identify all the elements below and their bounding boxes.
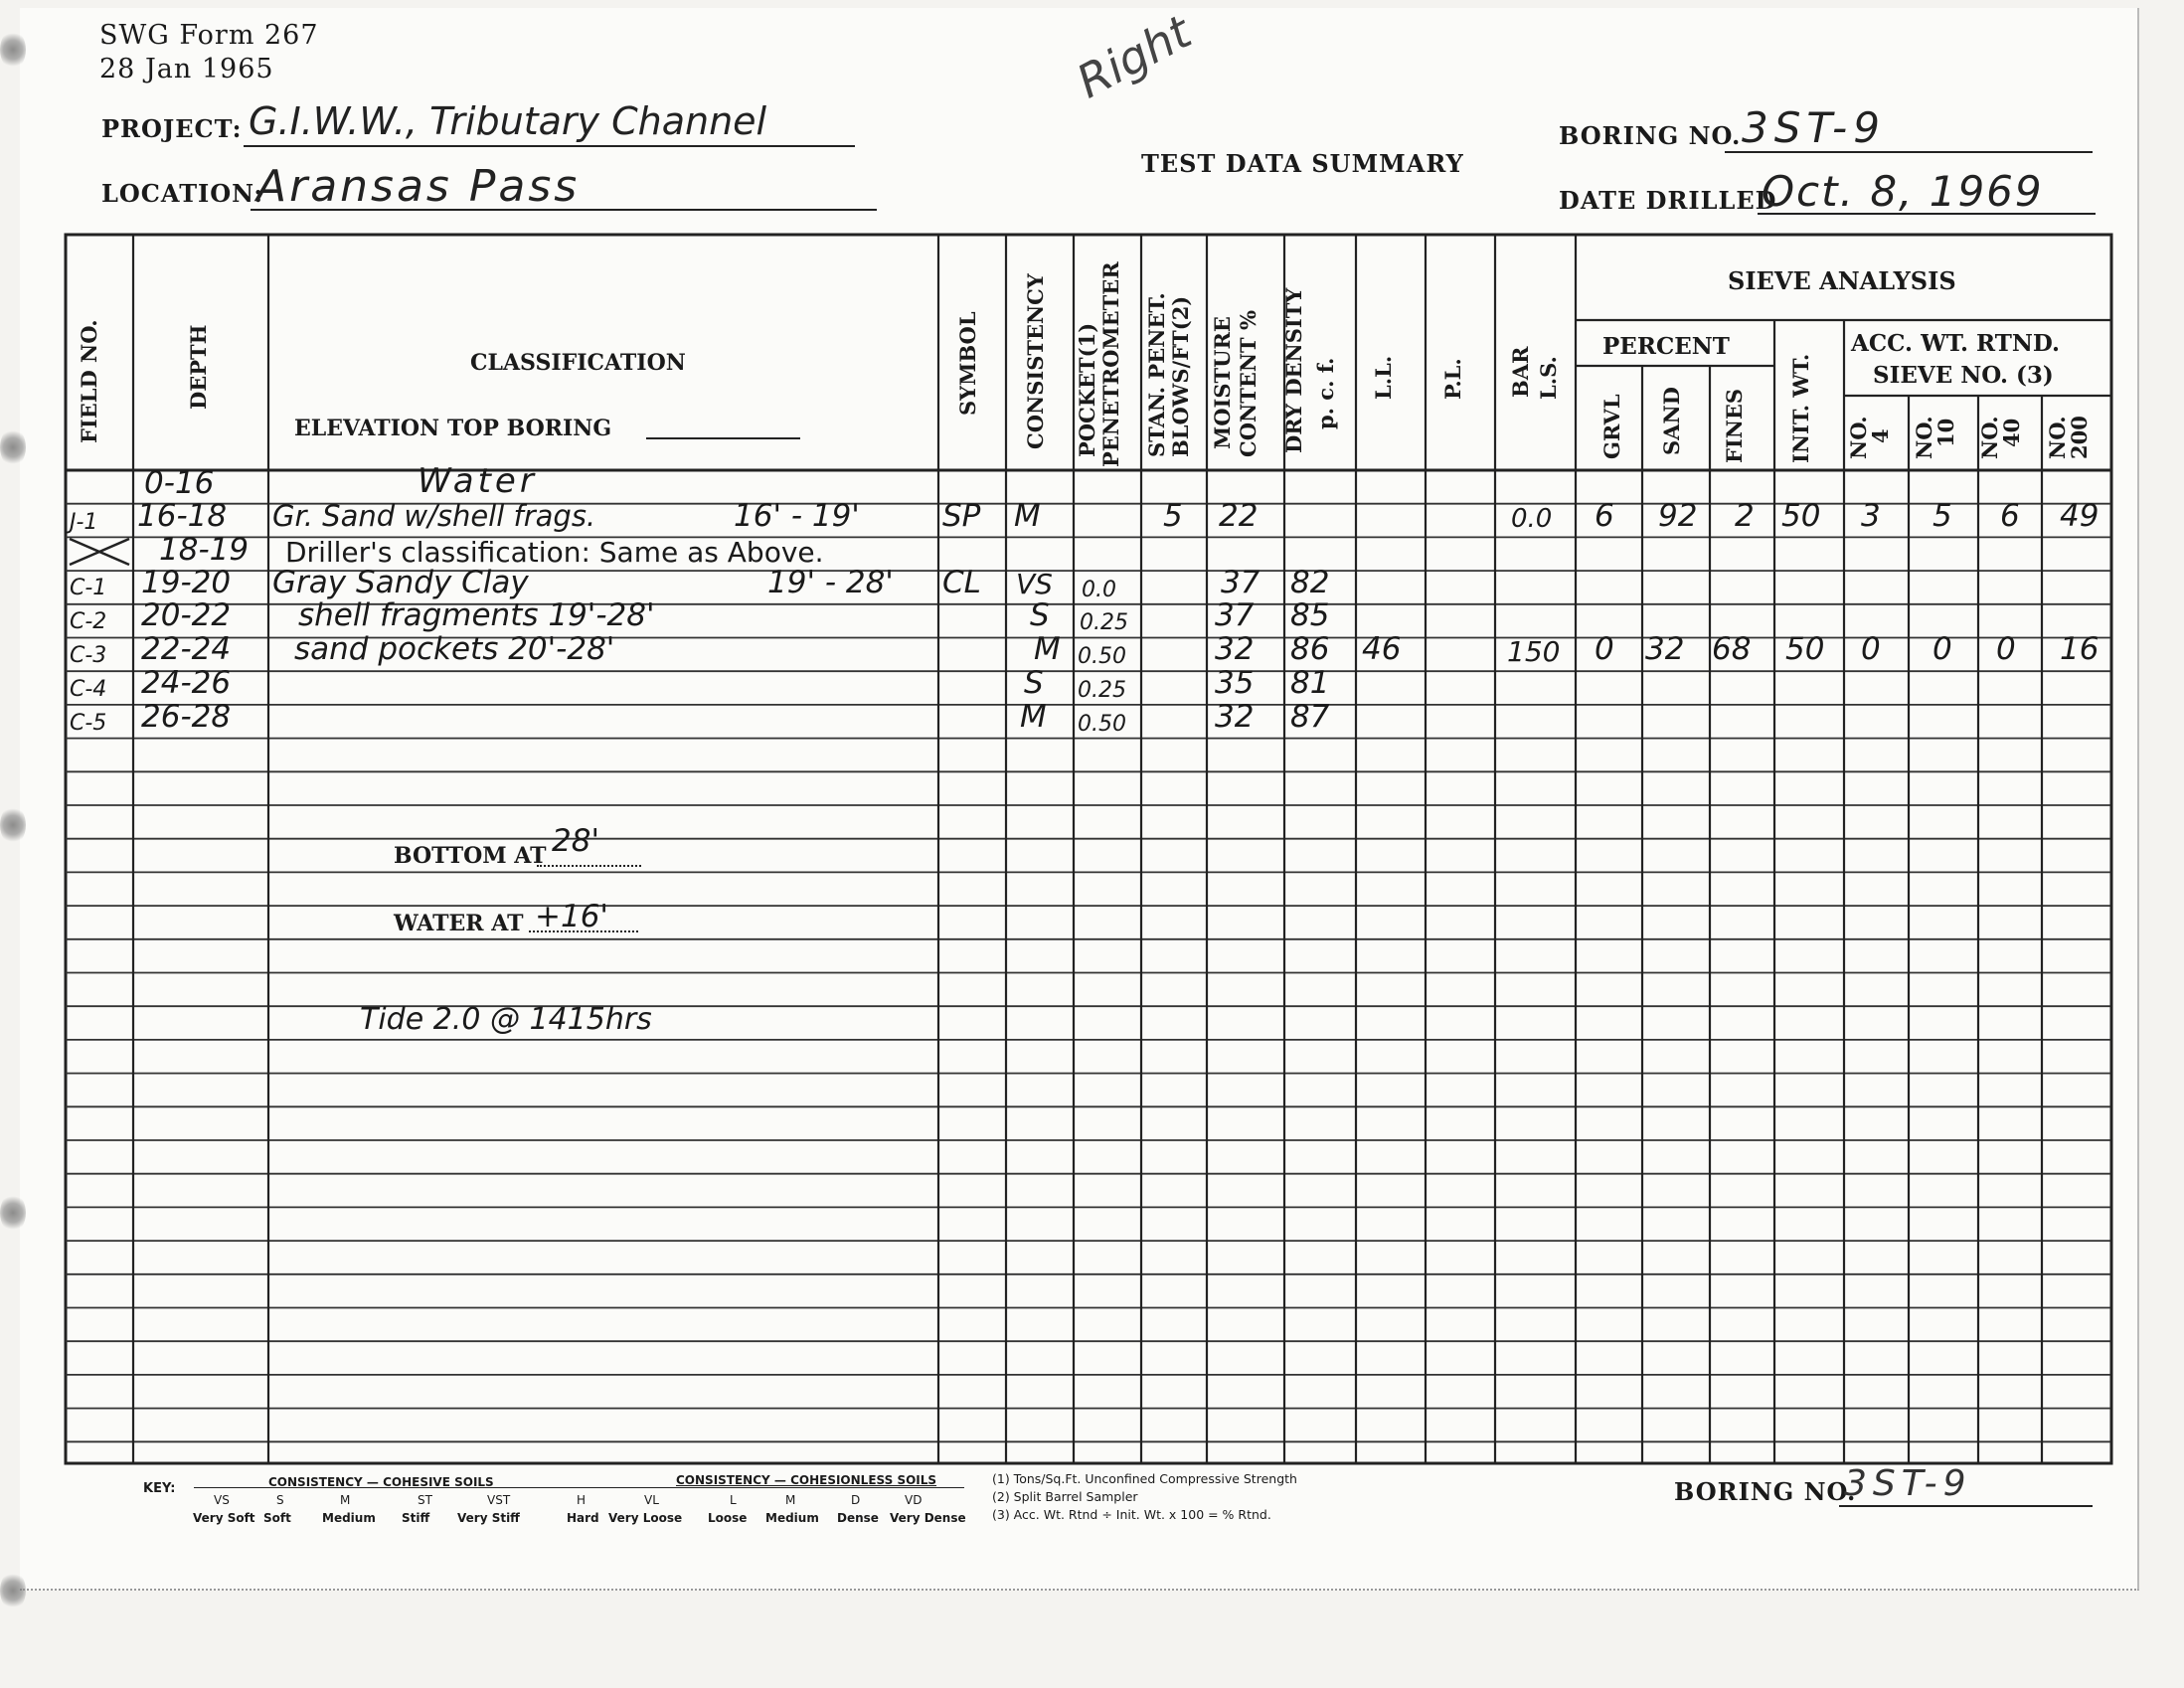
binder-hole-mark — [0, 427, 26, 467]
cell-depth: 22-24 — [141, 631, 232, 667]
handwritten-annotation: Right — [1068, 4, 1200, 109]
header-no4-num: 4 — [1868, 428, 1893, 443]
header-depth: DEPTH — [186, 324, 211, 410]
bottom-at-value: 28' — [552, 823, 599, 859]
cell-pocket: 0.50 — [1078, 712, 1126, 737]
cell-init-wt: 50 — [1781, 498, 1821, 534]
elevation-blank — [646, 437, 800, 439]
key-name-dense: Dense — [837, 1511, 879, 1525]
key-code-vst: VST — [487, 1493, 511, 1507]
cell-moisture: 22 — [1219, 498, 1259, 534]
footer-boring-no-underline — [1839, 1505, 2093, 1507]
cell-pocket: 0.25 — [1080, 610, 1128, 635]
key-name-hard: Hard — [567, 1511, 599, 1525]
header-no200: NO. — [2045, 416, 2070, 459]
key-note-1: (1) Tons/Sq.Ft. Unconfined Compressive Strength — [992, 1471, 1297, 1486]
location-label: LOCATION: — [101, 179, 264, 208]
cell-bar-ls: 0.0 — [1511, 504, 1553, 534]
cell-field-no: J-1 — [70, 510, 98, 535]
key-code-l: L — [730, 1493, 737, 1507]
key-code-m: M — [340, 1493, 351, 1507]
header-dry-density: DRY DENSITY — [1281, 287, 1306, 453]
cell-moisture: 32 — [1215, 699, 1255, 735]
header-sieve-no: SIEVE NO. (3) — [1873, 362, 2054, 389]
cell-grvl: 6 — [1595, 498, 1614, 534]
form-date: 28 Jan 1965 — [99, 54, 274, 84]
cell-init-wt: 50 — [1785, 631, 1825, 667]
boring-no-label: BORING NO. — [1559, 121, 1742, 150]
key-name-medium: Medium — [322, 1511, 376, 1525]
cell-classification: Gr. Sand w/shell frags. — [272, 499, 596, 533]
cell-ll: 46 — [1362, 631, 1402, 667]
cell-no200: 16 — [2060, 631, 2100, 667]
cell-classification: shell fragments 19'-28' — [298, 597, 655, 633]
tide-note: Tide 2.0 @ 1415hrs — [360, 1002, 652, 1037]
cell-fines: 2 — [1735, 498, 1755, 534]
cell-no40: 6 — [2000, 498, 2020, 534]
cell-no10: 5 — [1932, 498, 1952, 534]
key-name-loose: Loose — [708, 1511, 748, 1525]
deleted-field-mark — [66, 535, 133, 569]
header-fines: FINES — [1722, 388, 1747, 463]
cell-field-no: C-3 — [70, 643, 107, 668]
cell-pocket: 0.0 — [1082, 578, 1116, 602]
footer-boring-no-value: 3ST-9 — [1844, 1463, 1972, 1504]
cell-consistency: M — [1034, 631, 1061, 667]
key-note-2: (2) Split Barrel Sampler — [992, 1489, 1138, 1504]
key-code-d: D — [851, 1493, 861, 1507]
project-underline — [244, 145, 855, 147]
cell-dry-density: 86 — [1290, 631, 1330, 667]
key-note-3: (3) Acc. Wt. Rtnd ÷ Init. Wt. x 100 = % Rtnd. — [992, 1507, 1271, 1522]
header-sieve-analysis: SIEVE ANALYSIS — [1728, 266, 1956, 295]
form-sheet — [20, 8, 2139, 1591]
header-elevation: ELEVATION TOP BORING — [294, 416, 612, 441]
cell-classification: Gray Sandy Clay — [272, 565, 529, 600]
cell-consistency: VS — [1016, 568, 1053, 600]
header-no10-num: 10 — [1933, 418, 1958, 447]
cell-depth: 16-18 — [137, 498, 228, 534]
cell-field-no: C-4 — [70, 677, 107, 702]
binder-hole-mark — [0, 1193, 26, 1233]
date-drilled-label: DATE DRILLED — [1559, 186, 1777, 215]
location-underline — [251, 209, 877, 211]
header-init-wt: INIT. WT. — [1788, 353, 1813, 463]
header-pcf: p. c. f. — [1313, 357, 1338, 429]
cell-sand: 92 — [1658, 498, 1698, 534]
cell-symbol: CL — [942, 565, 981, 600]
project-label: PROJECT: — [101, 114, 243, 143]
key-name-very-stiff: Very Stiff — [457, 1511, 520, 1525]
date-drilled-underline — [1758, 213, 2096, 215]
cell-depth: 24-26 — [141, 665, 232, 701]
cell-sand: 32 — [1645, 631, 1685, 667]
cell-consistency: M — [1014, 498, 1041, 534]
cell-pocket: 0.50 — [1078, 644, 1126, 669]
key-name-very-loose: Very Loose — [608, 1511, 683, 1525]
form-name: SWG Form 267 — [99, 20, 319, 51]
cell-depth: 18-19 — [159, 532, 250, 568]
key-name-stiff: Stiff — [402, 1511, 430, 1525]
header-symbol: SYMBOL — [955, 311, 980, 416]
cell-dry-density: 81 — [1290, 665, 1330, 701]
cell-depth: 26-28 — [141, 699, 232, 735]
cell-moisture: 37 — [1221, 565, 1260, 600]
cell-depth: 20-22 — [141, 597, 232, 633]
cell-field-no: C-5 — [70, 711, 107, 736]
header-percent: PERCENT — [1602, 333, 1730, 360]
key-rule — [194, 1487, 964, 1488]
header-classification: CLASSIFICATION — [470, 350, 686, 376]
cell-dry-density: 82 — [1290, 565, 1330, 600]
header-stan-penet: STAN. PENET. — [1144, 292, 1169, 457]
cell-no10: 0 — [1932, 631, 1952, 667]
binder-hole-mark — [0, 1571, 26, 1610]
header-ls: L.S. — [1536, 356, 1561, 400]
cell-range: 16' - 19' — [734, 498, 860, 534]
boring-no-underline — [1725, 151, 2093, 153]
header-sand: SAND — [1659, 387, 1684, 455]
header-moisture: MOISTURE — [1210, 316, 1235, 449]
cell-no4: 0 — [1861, 631, 1881, 667]
cell-field-no: C-1 — [70, 576, 107, 600]
header-pocket: POCKET(1) — [1075, 322, 1099, 457]
key-name-very-soft: Very Soft — [193, 1511, 255, 1525]
key-code-vd: VD — [905, 1493, 923, 1507]
cell-moisture: 35 — [1215, 665, 1255, 701]
water-at-value: +16' — [535, 899, 608, 934]
cell-range: 19' - 28' — [767, 565, 894, 600]
cell-field-no: C-2 — [70, 609, 107, 634]
header-ll: L.L. — [1371, 355, 1396, 400]
location-value: Aransas Pass — [256, 161, 581, 212]
cell-bar-ls: 150 — [1507, 635, 1561, 668]
header-no10: NO. — [1912, 416, 1936, 459]
cell-depth: 0-16 — [144, 465, 215, 501]
water-at-underline — [529, 930, 638, 932]
form-title: TEST DATA SUMMARY — [1141, 149, 1464, 178]
cell-no200: 49 — [2060, 498, 2100, 534]
cell-fines: 68 — [1712, 631, 1752, 667]
cell-consistency: M — [1020, 699, 1047, 735]
header-content: CONTENT % — [1236, 310, 1260, 457]
footer-boring-no-label: BORING NO. — [1674, 1477, 1857, 1506]
date-drilled-value: Oct. 8, 1969 — [1762, 167, 2044, 216]
cell-symbol: SP — [942, 498, 981, 534]
header-no4: NO. — [1846, 416, 1871, 459]
key-code-vl: VL — [644, 1493, 659, 1507]
key-cohesive-title: CONSISTENCY — COHESIVE SOILS — [268, 1475, 494, 1489]
cell-grvl: 0 — [1595, 631, 1614, 667]
cell-depth: 19-20 — [141, 565, 232, 600]
header-acc-wt: ACC. WT. RTND. — [1851, 330, 2061, 357]
project-value: G.I.W.W., Tributary Channel — [249, 99, 767, 143]
bottom-at-label: BOTTOM AT — [394, 843, 547, 869]
bottom-at-underline — [537, 865, 641, 867]
cell-pocket: 0.25 — [1078, 678, 1126, 703]
cell-dry-density: 85 — [1290, 597, 1330, 633]
cell-consistency: S — [1024, 665, 1044, 701]
key-cohesionless-title: CONSISTENCY — COHESIONLESS SOILS — [676, 1473, 937, 1487]
key-name-medium2: Medium — [765, 1511, 819, 1525]
cell-stan-penet: 5 — [1163, 498, 1183, 534]
cell-no40: 0 — [1996, 631, 2016, 667]
key-code-s: S — [276, 1493, 284, 1507]
key-code-vs: VS — [214, 1493, 230, 1507]
header-grvl: GRVL — [1599, 394, 1624, 459]
header-bar: BAR — [1508, 346, 1533, 398]
cell-classification: Water — [418, 461, 538, 501]
key-code-st: ST — [418, 1493, 432, 1507]
header-no40: NO. — [1977, 416, 2002, 459]
boring-no-value: 3ST-9 — [1742, 103, 1886, 152]
header-no200-num: 200 — [2067, 416, 2092, 459]
header-blows: BLOWS/FT(2) — [1168, 295, 1193, 457]
header-penetrometer: PENETROMETER — [1098, 261, 1123, 467]
key-name-soft: Soft — [263, 1511, 291, 1525]
header-consistency: CONSISTENCY — [1023, 273, 1048, 449]
key-label: KEY: — [143, 1481, 176, 1496]
header-pl: P.L. — [1440, 358, 1465, 400]
header-field-no: FIELD NO. — [77, 319, 101, 443]
cell-moisture: 32 — [1215, 631, 1255, 667]
cell-no4: 3 — [1861, 498, 1881, 534]
key-name-very-dense: Very Dense — [890, 1511, 966, 1525]
cell-classification: Driller's classification: Same as Above. — [285, 536, 824, 569]
water-at-label: WATER AT — [394, 911, 524, 936]
header-no40-num: 40 — [1999, 418, 2024, 447]
cell-moisture: 37 — [1215, 597, 1255, 633]
key-code-h: H — [577, 1493, 587, 1507]
binder-hole-mark — [0, 805, 26, 845]
key-code-m2: M — [785, 1493, 796, 1507]
cell-consistency: S — [1030, 597, 1050, 633]
cell-dry-density: 87 — [1290, 699, 1330, 735]
cell-classification: sand pockets 20'-28' — [294, 631, 615, 667]
binder-hole-mark — [0, 30, 26, 70]
